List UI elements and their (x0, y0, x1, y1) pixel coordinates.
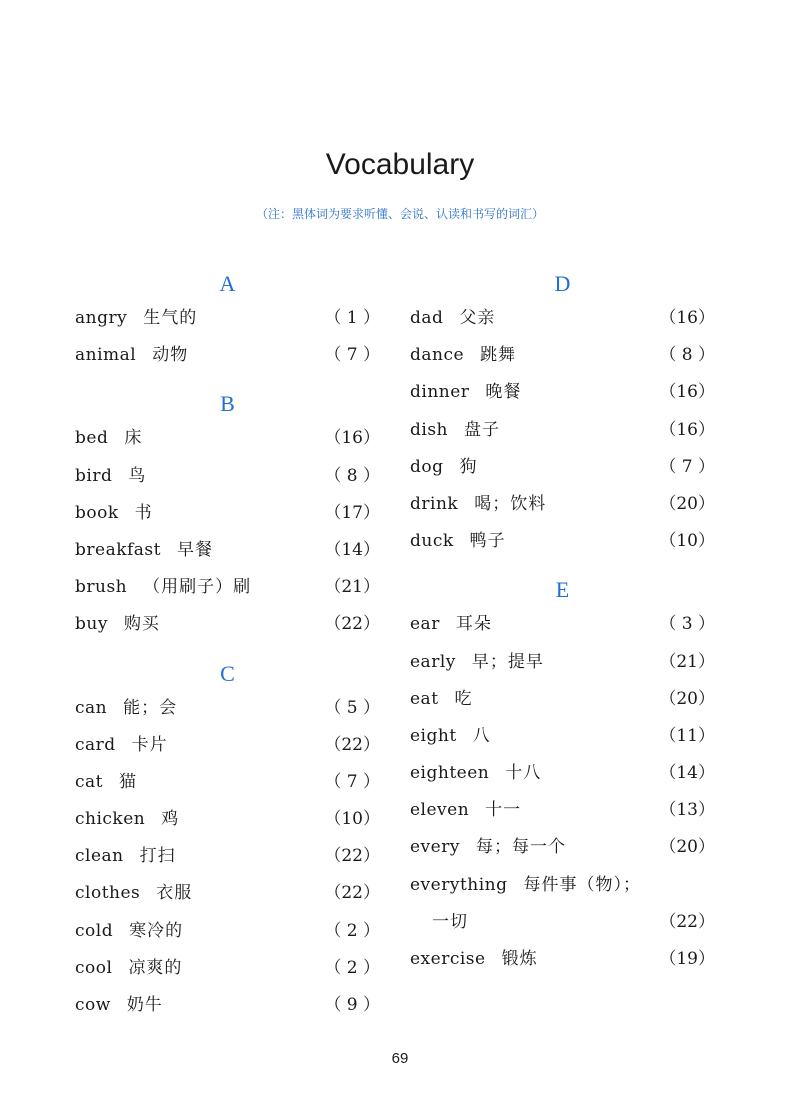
vocab-entry (410, 486, 715, 523)
vocab-word: animal (75, 345, 137, 366)
vocab-word: book (75, 502, 119, 523)
vocab-entry (75, 495, 380, 532)
vocab-unit-ref: （ 7 ） (324, 345, 380, 366)
vocab-unit-ref: （20） (659, 493, 715, 514)
vocab-unit-ref: （22） (324, 614, 380, 635)
vocab-unit-ref: （14） (659, 763, 715, 784)
vocab-entry (75, 727, 380, 764)
vocab-entry (75, 606, 380, 643)
vocab-word: chicken (75, 809, 146, 830)
vocab-entry (410, 337, 715, 374)
vocab-meaning: 每；每一个 (475, 837, 566, 858)
vocab-word: breakfast (75, 539, 161, 560)
vocab-word: drink (410, 493, 459, 514)
vocab-word: bed (75, 428, 109, 449)
vocab-word: early (410, 651, 456, 672)
vocab-meaning: 床 (124, 428, 143, 449)
vocab-meaning: 狗 (459, 456, 478, 477)
vocab-word: cow (75, 995, 111, 1015)
vocab-meaning: 鸭子 (469, 531, 506, 552)
vocab-unit-ref: （ 7 ） (324, 771, 380, 792)
vocab-word: card (75, 734, 116, 755)
vocab-entry (410, 412, 715, 449)
vocab-unit-ref: （16） (659, 308, 715, 328)
vocab-entry (410, 718, 715, 755)
section-letter-d: D (554, 271, 571, 296)
vocab-word: eleven (410, 800, 470, 821)
vocab-unit-ref: （ 3 ） (659, 614, 715, 635)
vocab-unit-ref: （10） (324, 809, 380, 830)
vocab-entry (75, 838, 380, 875)
vocab-meaning: 十八 (505, 763, 542, 784)
vocab-unit-ref: （16） (659, 419, 715, 440)
vocab-meaning: 跳舞 (480, 345, 517, 366)
vocab-word: cool (75, 957, 113, 978)
vocab-word: every (410, 837, 460, 858)
vocab-unit-ref: （20） (659, 837, 715, 858)
vocab-unit-ref: （ 8 ） (324, 465, 380, 486)
vocab-entry (75, 690, 380, 727)
vocab-entry (410, 644, 715, 681)
vocab-word: everything (410, 874, 508, 895)
vocab-meaning: 鸡 (161, 809, 180, 830)
vocab-entry (75, 458, 380, 495)
vocab-unit-ref: （ 8 ） (659, 345, 715, 366)
vocab-unit-ref: （22） (324, 846, 380, 867)
vocab-word: dog (410, 456, 444, 477)
left-column (75, 268, 380, 1024)
vocab-meaning: 凉爽的 (128, 957, 183, 978)
vocab-entry (75, 337, 380, 374)
vocab-meaning: 鸟 (128, 465, 147, 486)
vocab-entry (410, 449, 715, 486)
vocab-meaning: 衣服 (156, 883, 193, 904)
vocab-word: cold (75, 920, 114, 941)
vocab-meaning: 吃 (454, 688, 473, 709)
vocab-unit-ref: （21） (659, 651, 715, 672)
vocab-unit-ref: （21） (324, 577, 380, 598)
vocab-entry (75, 801, 380, 838)
vocab-word: eighteen (410, 763, 490, 784)
vocab-meaning: 寒冷的 (129, 920, 184, 941)
vocab-entry (75, 875, 380, 912)
vocab-unit-ref: （ 1 ） (324, 308, 380, 328)
page-title: Vocabulary (325, 148, 475, 181)
vocab-entry (410, 941, 715, 978)
vocab-meaning: 购买 (123, 614, 160, 635)
vocab-meaning: 打扫 (139, 846, 176, 867)
vocab-word: can (75, 697, 108, 718)
vocab-unit-ref: （22） (324, 734, 380, 755)
vocab-meaning: 动物 (152, 345, 189, 366)
vocab-unit-ref: （ 7 ） (659, 456, 715, 477)
vocab-unit-ref: （10） (659, 531, 715, 552)
vocab-entry (75, 913, 380, 950)
vocab-unit-ref: （11） (659, 725, 715, 746)
vocab-word: clean (75, 846, 124, 867)
vocab-entry (75, 420, 380, 457)
vocab-meaning: 晚餐 (485, 382, 522, 403)
vocab-word: duck (410, 531, 454, 552)
vocab-meaning: 早；提早 (471, 651, 544, 672)
vocab-entry (410, 681, 715, 718)
vocab-meaning: 早餐 (177, 539, 213, 560)
section-letter-e: E (555, 577, 570, 603)
vocab-entry (410, 523, 715, 560)
vocab-unit-ref: （ 9 ） (324, 995, 380, 1015)
vocab-word: eat (410, 688, 439, 709)
vocab-word: eight (410, 725, 457, 746)
vocab-unit-ref: （22） (659, 911, 715, 932)
vocab-entry (75, 764, 380, 801)
vocab-unit-ref: （ 5 ） (324, 697, 380, 718)
vocab-entry (75, 950, 380, 987)
vocab-unit-ref: （ 2 ） (324, 920, 380, 941)
vocab-unit-ref: （13） (659, 800, 715, 821)
vocab-meaning: 喝；饮料 (474, 493, 547, 514)
vocab-entry (75, 987, 380, 1024)
vocab-meaning: （用刷子）刷 (143, 577, 252, 598)
vocab-entry (410, 300, 715, 337)
vocab-entry (410, 374, 715, 411)
vocab-unit-ref: （16） (324, 428, 380, 449)
vocab-meaning: 八 (472, 725, 491, 746)
vocab-unit-ref: （20） (659, 688, 715, 709)
vocab-meaning: 猫 (119, 771, 137, 792)
vocab-meaning: 卡片 (131, 734, 168, 755)
vocab-unit-ref: （14） (324, 539, 380, 560)
vocab-meaning: 盘子 (464, 419, 500, 440)
vocab-word: dad (410, 308, 444, 328)
vocab-unit-ref: （ 2 ） (324, 957, 380, 978)
vocab-meaning: 耳朵 (455, 614, 492, 635)
vocab-meaning: 十一 (485, 800, 522, 821)
vocab-word: buy (75, 614, 108, 635)
vocab-meaning: 能；会 (123, 697, 178, 718)
section-letter-c: C (220, 660, 235, 686)
vocab-word: cat (75, 771, 103, 792)
vocab-word: bird (75, 465, 113, 486)
vocab-entry (410, 792, 715, 829)
vocab-word: dinner (410, 382, 470, 403)
vocab-meaning: 奶牛 (126, 995, 163, 1015)
section-letter-a: A (219, 271, 236, 296)
vocab-word: dish (410, 419, 448, 440)
section-letter-b: B (220, 391, 235, 417)
vocab-entry (75, 569, 380, 606)
vocab-word: dance (410, 345, 465, 366)
vocab-meaning: 锻炼 (501, 949, 538, 970)
vocab-meaning: 生气的 (143, 308, 198, 328)
vocab-unit-ref: （17） (324, 502, 380, 523)
page-number: 69 (391, 1050, 409, 1067)
vocab-meaning-continued: 一切 (432, 911, 468, 932)
vocab-unit-ref: （16） (659, 382, 715, 403)
vocab-word: brush (75, 577, 128, 598)
vocab-meaning: 书 (134, 502, 153, 523)
vocab-word: exercise (410, 949, 486, 970)
vocab-entry (410, 867, 715, 941)
vocab-entry (75, 532, 380, 569)
vocab-entry (75, 300, 380, 337)
vocab-word: angry (75, 308, 128, 328)
vocabulary-note: （注：黑体词为要求听懂、会说、认读和书写的词汇） (255, 207, 544, 221)
vocab-word: clothes (75, 883, 141, 904)
vocab-meaning: 每件事（物）； (523, 874, 642, 895)
vocab-unit-ref: （22） (324, 883, 380, 904)
vocab-entry (410, 755, 715, 792)
vocab-meaning: 父亲 (459, 308, 496, 328)
right-column (410, 268, 715, 978)
vocab-word: ear (410, 614, 440, 635)
vocab-unit-ref: （19） (659, 949, 715, 970)
vocab-entry (410, 829, 715, 866)
vocab-entry (410, 606, 715, 643)
